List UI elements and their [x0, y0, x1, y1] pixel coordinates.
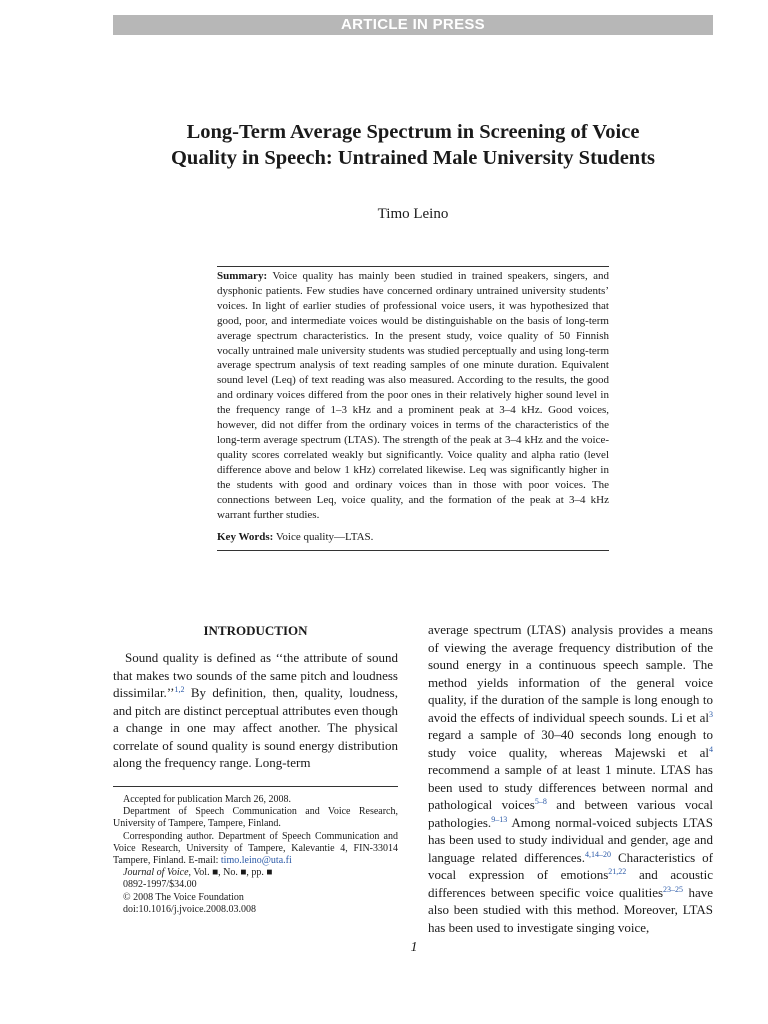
- footnote-copyright: © 2008 The Voice Foundation: [123, 891, 244, 903]
- abstract-keywords: [217, 530, 609, 544]
- citation-link[interactable]: 23–25: [663, 884, 684, 894]
- right-text: Among normal-voiced subjects LTAS has been used to study individual and gender, age and language related differences.: [428, 814, 713, 865]
- keywords-text: Voice quality—LTAS.: [275, 531, 374, 544]
- citation-link[interactable]: 21,22: [608, 867, 627, 876]
- paper-title: [113, 119, 713, 171]
- intro-paragraph: [113, 649, 398, 772]
- right-text: and between various vocal pathologies.: [428, 797, 713, 830]
- right-text: average spectrum (LTAS) analysis provides a means of viewing the average frequency distribution of the sound energy in a continuous speech sample. The method yields information of the general voice quality, if the duration of the sample is long enough to avoid the effects of individual speech sounds. Li et al: [428, 622, 713, 725]
- intro-text-a: Sound quality is defined as ‘‘the attribute of sound that makes two sounds of the same pitch and loudness dissimilar.’’: [113, 650, 398, 700]
- left-column: [113, 622, 398, 772]
- footnotes: [113, 786, 398, 916]
- right-text: have also been studied with this method. Moreover, LTAS has been used to investigate singing voice,: [428, 884, 713, 935]
- summary-text: Voice quality has mainly been studied in trained speakers, singers, and dysphonic patients. Few studies have concerned ordinary untrained university students’ voices. In light of earlier studies of professional voice users, it was hypothesized that good, poor, and intermediate voices would be distinguishable on the basis of long-term average spectrum characteristics. In the present study, voice quality of 50 Finnish vocally untrained male university students was studied perceptually and using long-term average spectrum analysis of text reading samples of one minute duration. Equivalent sound level (Leq) of text reading was also measured. According to the results, the good and ordinary voices differed from the poor ones in their relatively higher sound level in the frequency range of 1–3 kHz and a prominent peak at 3–4 kHz. Good voices, however, did not differ from the ordinary voices in terms of the characteristics of the long-term average spectrum (LTAS). The strength of the peak at 3–4 kHz and the voice-quality scores correlated weakly but significantly. Voice quality and alpha ratio (level difference above and below 1 kHz) correlated likewise. Leq was significantly higher in the students with good and ordinary voices than in those with poor voices. The connections between Leq, voice quality, and the formation of the peak at 3–4 kHz warrant further studies.: [217, 270, 609, 521]
- footnote-issn: 0892-1997/$34.00: [123, 879, 197, 891]
- journal-details: , Vol. ■, No. ■, pp. ■: [188, 867, 273, 879]
- author-name: Timo Leino: [377, 206, 449, 222]
- right-text: regard a sample of 30–40 seconds long enough to study voice quality, whereas Majewski et al: [428, 727, 713, 760]
- abstract-box: [217, 266, 609, 551]
- citation-link[interactable]: 3: [709, 709, 713, 719]
- abstract-summary: [217, 269, 609, 522]
- title-line-1: Long-Term Average Spectrum in Screening of Voice: [186, 121, 640, 143]
- abstract-divider: [217, 550, 609, 551]
- email-link[interactable]: timo.leino@uta.fi: [220, 855, 292, 867]
- summary-label: Summary:: [217, 270, 268, 282]
- footnote-doi: doi:10.1016/j.jvoice.2008.03.008: [123, 903, 257, 915]
- right-text: recommend a sample of at least 1 minute. LTAS has been used to study differences between normal and pathological voices: [428, 762, 713, 812]
- footnote-affiliation: Department of Speech Communication and Voice Research, University of Tampere, Tampere, Finland.: [113, 806, 398, 830]
- keywords-label: Key Words:: [217, 531, 274, 544]
- citation-link[interactable]: 5–8: [534, 797, 547, 806]
- right-paragraph: [428, 621, 713, 936]
- section-heading-introduction: INTRODUCTION: [203, 623, 308, 638]
- right-column: [428, 621, 713, 936]
- journal-name: Journal of Voice: [123, 867, 189, 879]
- corresponding-text: Corresponding author. Department of Speech Communication and Voice Research, University of Tampere, Kalevantie 4, FIN-33014 Tampere, Finland. E-mail:: [113, 830, 398, 867]
- citation-link[interactable]: 1,2: [174, 685, 185, 694]
- citation-link[interactable]: 4: [709, 744, 713, 754]
- citation-link[interactable]: 4,14–20: [584, 849, 611, 859]
- page-number: 1: [410, 940, 418, 955]
- footnote-accepted: Accepted for publication March 26, 2008.: [123, 794, 292, 805]
- article-in-press-banner: ARTICLE IN PRESS: [113, 15, 713, 35]
- footnote-corresponding: [113, 831, 398, 868]
- right-text: Characteristics of vocal expression of emotions: [428, 849, 713, 882]
- title-line-2: Quality in Speech: Untrained Male University Students: [170, 147, 656, 169]
- intro-text-b: By definition, then, quality, loudness, and pitch are distinct perceptual attributes even though a change in one may affect another. The physical correlate of sound quality is sound energy distribution along the frequency range. Long-term: [113, 685, 398, 770]
- right-text: and acoustic differences between specific voice qualities: [428, 867, 713, 900]
- footnote-journal: [113, 867, 398, 879]
- citation-link[interactable]: 9–13: [491, 814, 508, 824]
